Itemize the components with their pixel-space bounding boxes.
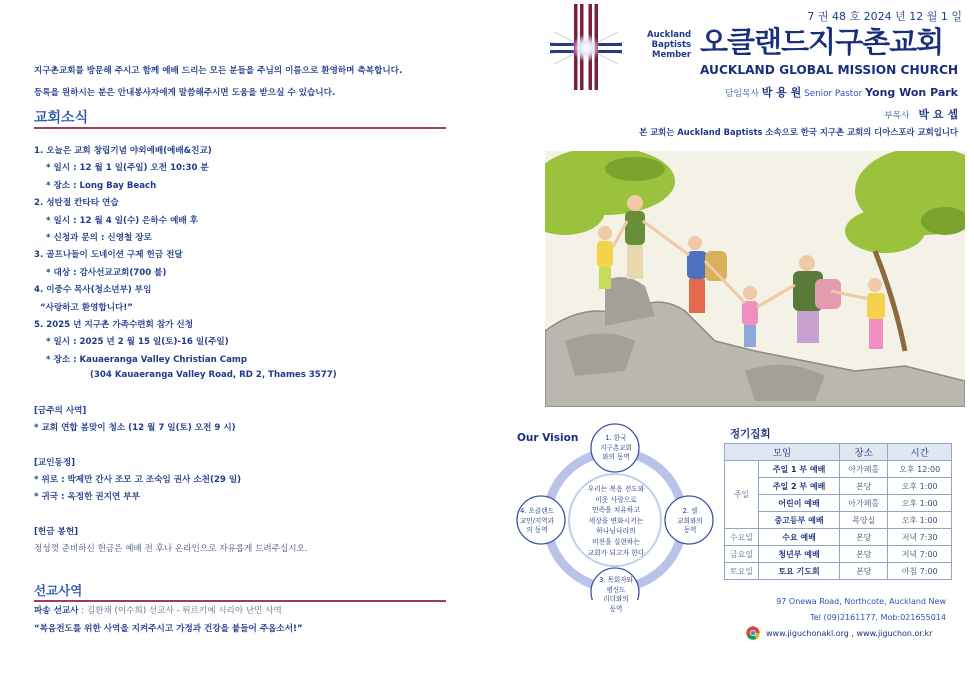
- vision-text: 3. 목회자와: [599, 576, 633, 584]
- vision-item-1: [590, 434, 642, 463]
- members-item: * 귀국 : 옥정한 권지연 부부: [34, 492, 140, 502]
- notice-quote: “사랑하고 환영합니다!”: [40, 302, 133, 313]
- pastor-name-en: Yong Won Park: [865, 86, 958, 99]
- service-name: 주일 2 부 예배: [759, 478, 840, 495]
- notice-item: 3. 골프나들이 도네이션 구제 헌금 전달: [34, 250, 183, 261]
- vision-text: 교민/지역과: [519, 516, 555, 525]
- vision-text: 하나님나라의: [596, 527, 636, 536]
- time-cell: 오후 1:00: [888, 495, 952, 512]
- missionary-detail: : 김환채 (이수희) 선교사 - 튀르키예 시리아 난민 사역: [78, 606, 282, 616]
- table-row: [725, 563, 952, 580]
- service-name: 수요 예배: [759, 529, 840, 546]
- this-week-heading: [금주의 사역]: [34, 406, 87, 416]
- church-name-english: AUCKLAND GLOBAL MISSION CHURCH: [700, 63, 959, 77]
- assoc-title: 부목사: [884, 111, 910, 121]
- service-name: 어린이 예배: [759, 495, 840, 512]
- address-text: 97 Onewa Road, Northcote, Auckland New: [776, 597, 946, 606]
- day-cell: 수요일: [725, 529, 759, 546]
- vision-text: 4. 오클랜드: [520, 507, 554, 515]
- notice-detail: * 일시 : 12 월 4 일(수) 은하수 예배 후: [46, 215, 198, 226]
- place-cell: 본당: [840, 478, 888, 495]
- vision-text: 교회가 되고자 한다: [587, 548, 645, 557]
- hiking-illustration-image: [545, 151, 965, 407]
- affiliation-statement: 본 교회는 Auckland Baptists 소속으로 한국 지구촌 교회의 디아스포라 교회입니다: [639, 127, 958, 137]
- table-row: [725, 529, 952, 546]
- notice-heading: 교회소식: [34, 110, 89, 126]
- notice-list: [34, 144, 484, 387]
- table-row: [725, 546, 952, 563]
- offering-text: 정성껏 준비하신 헌금은 예배 전 후나 온라인으로 자유롭게 드려주십시오.: [34, 544, 308, 554]
- place-cell: 본당: [840, 546, 888, 563]
- section-divider: [34, 127, 446, 129]
- associate-pastor: [884, 106, 958, 122]
- table-row: [725, 495, 952, 512]
- vision-text: 1. 한국: [605, 434, 627, 442]
- church-name-korean: 오클랜드지구촌교회: [700, 25, 944, 59]
- vision-text: 동역: [609, 604, 623, 613]
- time-cell: 오후 12:00: [888, 461, 952, 478]
- offering-block: [34, 525, 308, 559]
- column-header: 장소: [840, 444, 888, 461]
- abm-badge: [647, 30, 691, 60]
- vision-item-4: [509, 507, 565, 536]
- church-logo-icon: [546, 2, 626, 92]
- time-cell: 오후 1:00: [888, 478, 952, 495]
- assoc-name: 박 요 셉: [918, 108, 958, 121]
- this-week-block: [34, 404, 236, 438]
- website-url[interactable]: www.jiguchonakl.org , www.jiguchon.or.kr: [766, 628, 933, 638]
- notice-item: 5. 2025 년 지구촌 가족수련회 참가 신청: [34, 319, 194, 330]
- notice-detail: * 일시 : 2025 년 2 월 15 일(토)-16 일(주일): [46, 337, 229, 348]
- notice-detail: * 일시 : 12 월 1 일(주일) 오전 10:30 분: [46, 163, 209, 174]
- pastor-title-en: Senior Pastor: [804, 89, 863, 99]
- service-name: 토요 기도회: [759, 563, 840, 580]
- time-cell: 저녁 7:30: [888, 529, 952, 546]
- vision-text: 이웃 사랑으로: [595, 495, 637, 504]
- day-cell: 금요일: [725, 546, 759, 563]
- schedule-table: [724, 443, 952, 580]
- place-cell: 목양실: [840, 512, 888, 529]
- service-name: 청년부 예배: [759, 546, 840, 563]
- notice-item: 2. 성탄절 칸타타 연습: [34, 198, 119, 209]
- welcome-message: [34, 60, 402, 104]
- vision-text: 민족을 치유하고: [591, 506, 641, 515]
- vision-text: 우리는 복음 전도와: [587, 485, 645, 493]
- issue-date: 7 권 48 호 2024 년 12 월 1 일: [807, 10, 962, 23]
- time-cell: 오후 1:00: [888, 512, 952, 529]
- vision-text: 의 동역: [526, 526, 548, 534]
- notice-detail: * 신청과 문의 : 신영철 장로: [46, 232, 152, 243]
- abm-line: Auckland: [647, 30, 692, 40]
- members-block: [34, 456, 241, 507]
- pastor-name: 박 용 원: [761, 86, 802, 99]
- time-cell: 아침 7:00: [888, 563, 952, 580]
- column-header: 시간: [888, 444, 952, 461]
- senior-pastor: [725, 84, 958, 100]
- mission-missionary: [34, 604, 282, 616]
- vision-text: 비전을 실현하는: [591, 537, 641, 546]
- schedule-title: 정기집회: [730, 428, 771, 440]
- members-item: * 위로 : 박제만 간사 조모 고 조숙임 권사 소천(29 일): [34, 475, 242, 485]
- place-cell: 아가페홀: [840, 495, 888, 512]
- time-cell: 저녁 7:00: [888, 546, 952, 563]
- day-cell: 주일: [725, 461, 759, 529]
- contact-info: [776, 594, 946, 626]
- pastor-title: 담임목사: [724, 89, 759, 99]
- service-name: 중고등부 예배: [759, 512, 840, 529]
- vision-text: 세상을 변화시키는: [588, 516, 644, 525]
- place-cell: 본당: [840, 529, 888, 546]
- mission-heading: 선교사역: [34, 583, 83, 598]
- members-heading: [교인동정]: [34, 458, 76, 468]
- vision-text: 2. 셀: [682, 507, 698, 515]
- place-cell: 본당: [840, 563, 888, 580]
- notice-detail: * 대상 : 감사선교교회(700 불): [46, 267, 167, 278]
- abm-line: Baptists: [651, 40, 692, 50]
- phone-text: Tel (09)2161177, Mob:021655014: [810, 613, 946, 622]
- notice-item: 1. 오늘은 교회 창립기념 야외예배(예배&친교): [34, 146, 212, 156]
- vision-text: 와의 동역: [602, 453, 630, 461]
- welcome-line: 지구촌교회를 방문해 주시고 함께 예배 드리는 모든 분들을 주님의 이름으로 환영하며 축복합니다.: [34, 66, 403, 76]
- website-links[interactable]: [746, 626, 932, 640]
- mission-prayer: “복음전도를 위한 사역을 지켜주시고 가정과 건강을 붙들어 주옵소서!”: [34, 624, 303, 634]
- section-divider: [34, 600, 446, 602]
- vision-text: 지구촌교회: [600, 443, 632, 452]
- vision-item-2: [664, 507, 716, 536]
- table-header-row: [725, 444, 952, 461]
- chrome-icon: [746, 626, 760, 640]
- place-cell: 아가페홀: [840, 461, 888, 478]
- day-cell: 토요일: [725, 563, 759, 580]
- vision-text: 리더와의: [603, 595, 629, 603]
- notice-detail: (304 Kauaeranga Valley Road, RD 2, Thames 3577): [90, 370, 337, 381]
- offering-heading: [헌금 봉헌]: [34, 527, 79, 537]
- this-week-item: * 교회 연합 봄맞이 청소 (12 월 7 일(토) 오전 9 시): [34, 423, 236, 433]
- notice-detail: * 장소 : Kauaeranga Valley Christian Camp: [46, 354, 248, 365]
- welcome-line: 등록을 원하시는 분은 안내봉사자에게 말씀해주시면 도움을 받으실 수 있습니다.: [34, 88, 336, 98]
- notice-item: 4. 이중수 목사(청소년부) 부임: [34, 285, 152, 296]
- abm-line: Member: [651, 50, 692, 60]
- table-row: [725, 478, 952, 495]
- vision-text: 평신도: [606, 585, 626, 594]
- vision-text: 교회와의: [677, 516, 703, 525]
- column-header: 모임: [725, 444, 840, 461]
- vision-title: Our Vision: [517, 432, 579, 444]
- notice-detail: * 장소 : Long Bay Beach: [46, 180, 157, 191]
- service-name: 주일 1 부 예배: [759, 461, 840, 478]
- vision-item-3: [590, 576, 642, 614]
- table-row: [725, 512, 952, 529]
- missionary-label: 파송 선교사: [34, 606, 79, 616]
- vision-center-statement: [570, 484, 662, 558]
- table-row: [725, 461, 952, 478]
- vision-text: 동역: [683, 526, 697, 534]
